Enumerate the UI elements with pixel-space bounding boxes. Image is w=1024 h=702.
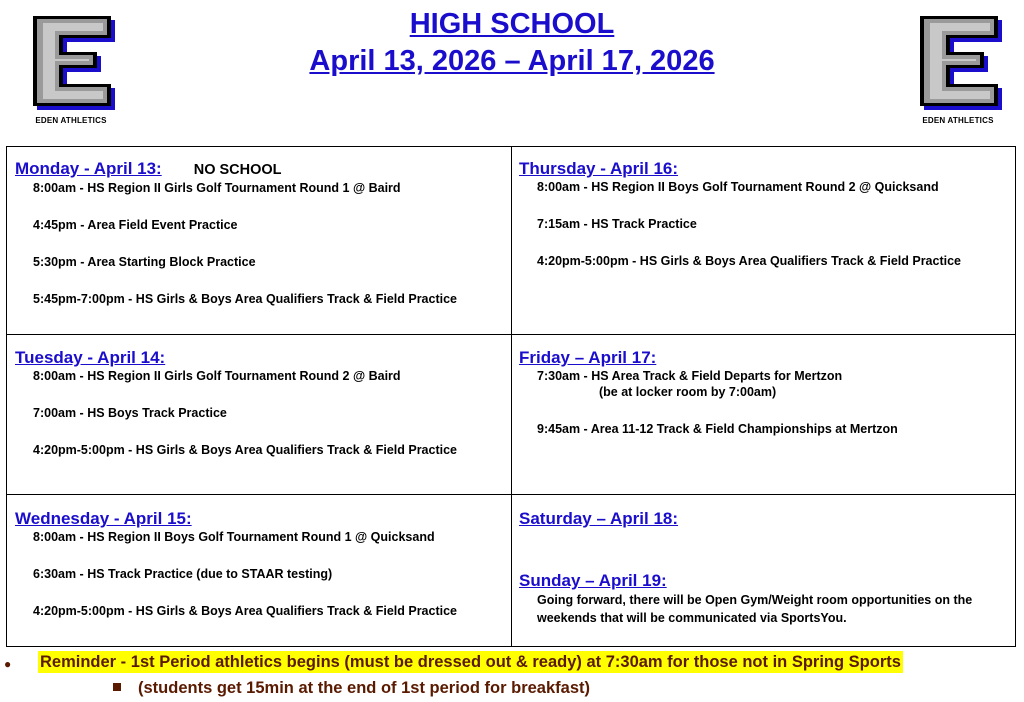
day-name: Saturday – April 18: [519,509,679,528]
reminder-text: Reminder - 1st Period athletics begins (must be dressed out & ready) at 7:30am for those not in Spring Sports [40,653,901,671]
event-item: 6:30am - HS Track Practice (due to STAAR testing) [33,567,333,581]
logo-caption: EDEN ATHLETICS [922,116,994,125]
day-cell-tuesday [15,348,457,458]
day-heading-friday [519,348,898,368]
grid-divider-vertical [511,147,512,646]
page-title: HIGH SCHOOL [409,8,615,40]
event-item: 7:15am - HS Track Practice [537,217,697,231]
event-item: 8:00am - HS Region II Girls Golf Tournament Round 1 @ Baird [33,181,401,195]
day-cell-weekend [519,509,997,627]
eden-e-logo-icon [25,14,117,114]
no-school-note: NO SCHOOL [193,162,282,178]
eden-e-logo-icon [912,14,1004,114]
day-heading-wednesday [15,509,457,529]
day-cell-monday [15,159,457,307]
event-item: 9:45am - Area 11-12 Track & Field Championships at Mertzon [537,422,898,436]
event-item: 5:30pm - Area Starting Block Practice [33,255,256,269]
day-cell-thursday [519,159,961,269]
grid-divider-row2 [7,494,1015,495]
square-bullet-icon [113,683,121,691]
day-heading-sunday [519,571,997,591]
schedule-grid [6,146,1016,647]
day-heading-monday [15,159,457,180]
event-item: 8:00am - HS Region II Boys Golf Tournament Round 2 @ Quicksand [537,180,939,194]
reminder-subtext: (students get 15min at the end of 1st period for breakfast) [138,679,590,697]
event-item: 8:00am - HS Region II Boys Golf Tournament Round 1 @ Quicksand [33,530,435,544]
event-item: 8:00am - HS Region II Girls Golf Tournament Round 2 @ Baird [33,369,401,383]
day-name: Monday - April 13: [15,159,162,178]
eden-logo-right [912,14,1004,132]
day-heading-saturday [519,509,997,529]
page-header [200,6,824,80]
logo-caption: EDEN ATHLETICS [35,116,107,125]
day-heading-thursday [519,159,961,179]
day-name: Wednesday - April 15: [15,509,192,528]
event-item: 4:20pm-5:00pm - HS Girls & Boys Area Qualifiers Track & Field Practice [33,604,458,618]
date-range: April 13, 2026 – April 17, 2026 [309,45,715,77]
event-item: 5:45pm-7:00pm - HS Girls & Boys Area Qualifiers Track & Field Practice [33,292,458,306]
event-item: 4:20pm-5:00pm - HS Girls & Boys Area Qualifiers Track & Field Practice [33,443,458,457]
weekend-note: Going forward, there will be Open Gym/Weight room opportunities on the weekends that will be communicated via SportsYou. [537,593,973,625]
day-name: Friday – April 17: [519,348,657,367]
eden-logo-left [25,14,117,132]
event-item: 7:30am - HS Area Track & Field Departs for Mertzon [537,369,843,383]
day-cell-friday [519,348,898,437]
event-item: 4:20pm-5:00pm - HS Girls & Boys Area Qualifiers Track & Field Practice [537,254,962,268]
day-cell-wednesday [15,509,457,619]
circle-bullet-icon: ● [4,657,12,671]
event-item: 7:00am - HS Boys Track Practice [33,406,227,420]
event-subnote: (be at locker room by 7:00am) [599,385,777,399]
day-name: Tuesday - April 14: [15,348,166,367]
event-item: 4:45pm - Area Field Event Practice [33,218,238,232]
day-name: Thursday - April 16: [519,159,679,178]
grid-divider-row1 [7,334,1015,335]
day-name: Sunday – April 19: [519,571,667,590]
day-heading-tuesday [15,348,457,368]
